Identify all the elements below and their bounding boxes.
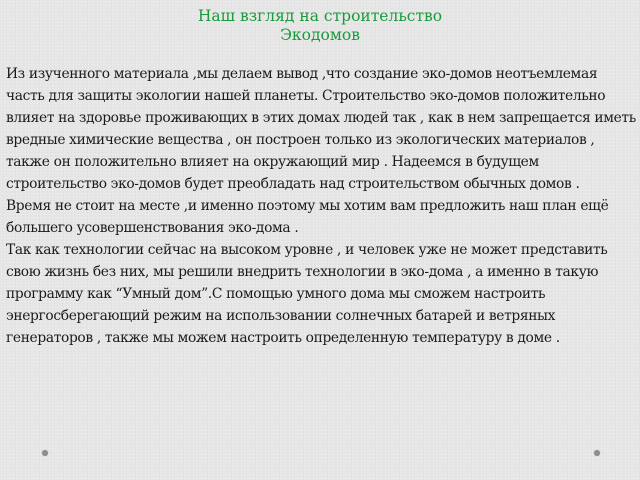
slide-footer-dots bbox=[0, 446, 640, 462]
slide-title-line-1: Наш взгляд на строительство bbox=[197, 7, 443, 25]
decorative-dot-right bbox=[594, 450, 600, 456]
slide-title bbox=[0, 7, 640, 45]
slide-body bbox=[6, 63, 636, 349]
paragraph-1: Из изученного материала ,мы делаем вывод ,что создание эко-домов неотъемлемая часть для защиты экологии нашей планеты. Строительство эко-домов положительно влияет на здоровье проживающих в этих домах людей так , как в нем запрещается иметь вредные химические вещества , он построен только из экологических материалов , также он положительно влияет на окружающий мир . Надеемся в будущем строительство эко-домов будет преобладать над строительством обычных домов . bbox=[6, 66, 636, 192]
paragraph-2: Время не стоит на месте ,и именно поэтому мы хотим вам предложить наш план ещё большего усовершенствования эко-дома . bbox=[6, 198, 609, 236]
paragraph-3: Так как технологии сейчас на высоком уровне , и человек уже не может представить свою жизнь без них, мы решили внедрить технологии в эко-дома , а именно в такую программу как “Умный дом”.С помощью умного дома мы сможем настроить энергосберегающий режим на использовании солнечных батарей и ветряных генераторов , также мы можем настроить определенную температуру в доме . bbox=[6, 242, 608, 346]
slide-title-line-2: Экодомов bbox=[280, 26, 360, 44]
decorative-dot-left bbox=[42, 450, 48, 456]
